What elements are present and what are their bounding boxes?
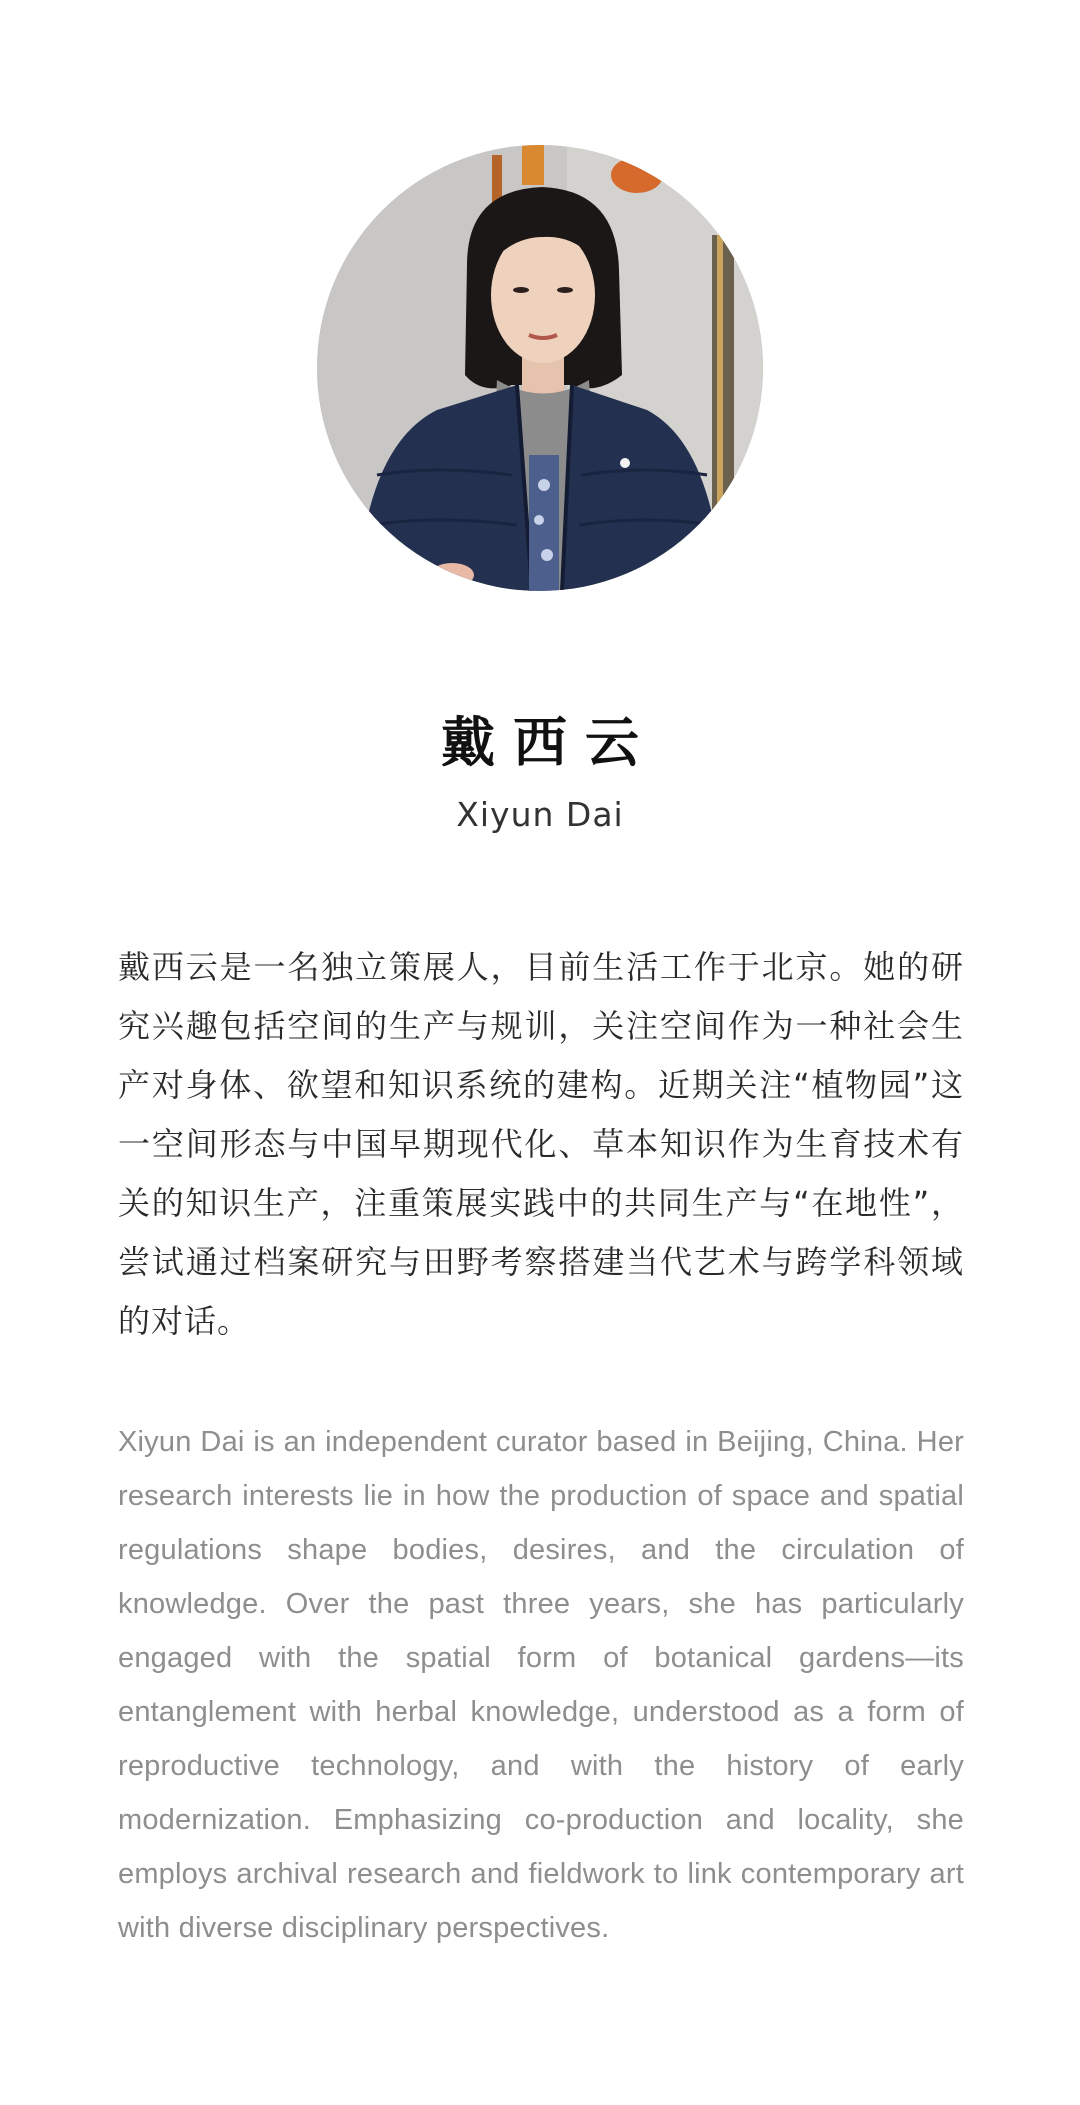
curator-name-chinese: 戴西云 bbox=[441, 711, 657, 774]
portrait-photo bbox=[317, 145, 763, 591]
bio-chinese: 戴西云是一名独立策展人，目前生活工作于北京。她的研究兴趣包括空间的生产与规训，关注空间作为一种社会生产对身体、欲望和知识系统的建构。近期关注“植物园”这一空间形态与中国早期现代化、草本知识作为生育技术有关的知识生产，注重策展实践中的共同生产与“在地性”，尝试通过档案研究与田野考察搭建当代艺术与跨学科领域的对话。 bbox=[118, 948, 964, 1340]
portrait-illustration bbox=[317, 145, 763, 591]
curator-name-english: Xiyun Dai bbox=[456, 795, 624, 834]
bio-english: Xiyun Dai is an independent curator based in Beijing, China. Her research interests lie in how the production of space and spatial regulations shape bodies, desires, and the circulation of knowledge. Over the past three years, she has particularly engaged with the spatial form of botanical gardens—its entanglement with herbal knowledge, understood as a form of reproductive technology, and with the history of early modernization. Emphasizing co-production and locality, she employs archival research and fieldwork to link contemporary art with diverse disciplinary perspectives. bbox=[118, 1426, 964, 1944]
